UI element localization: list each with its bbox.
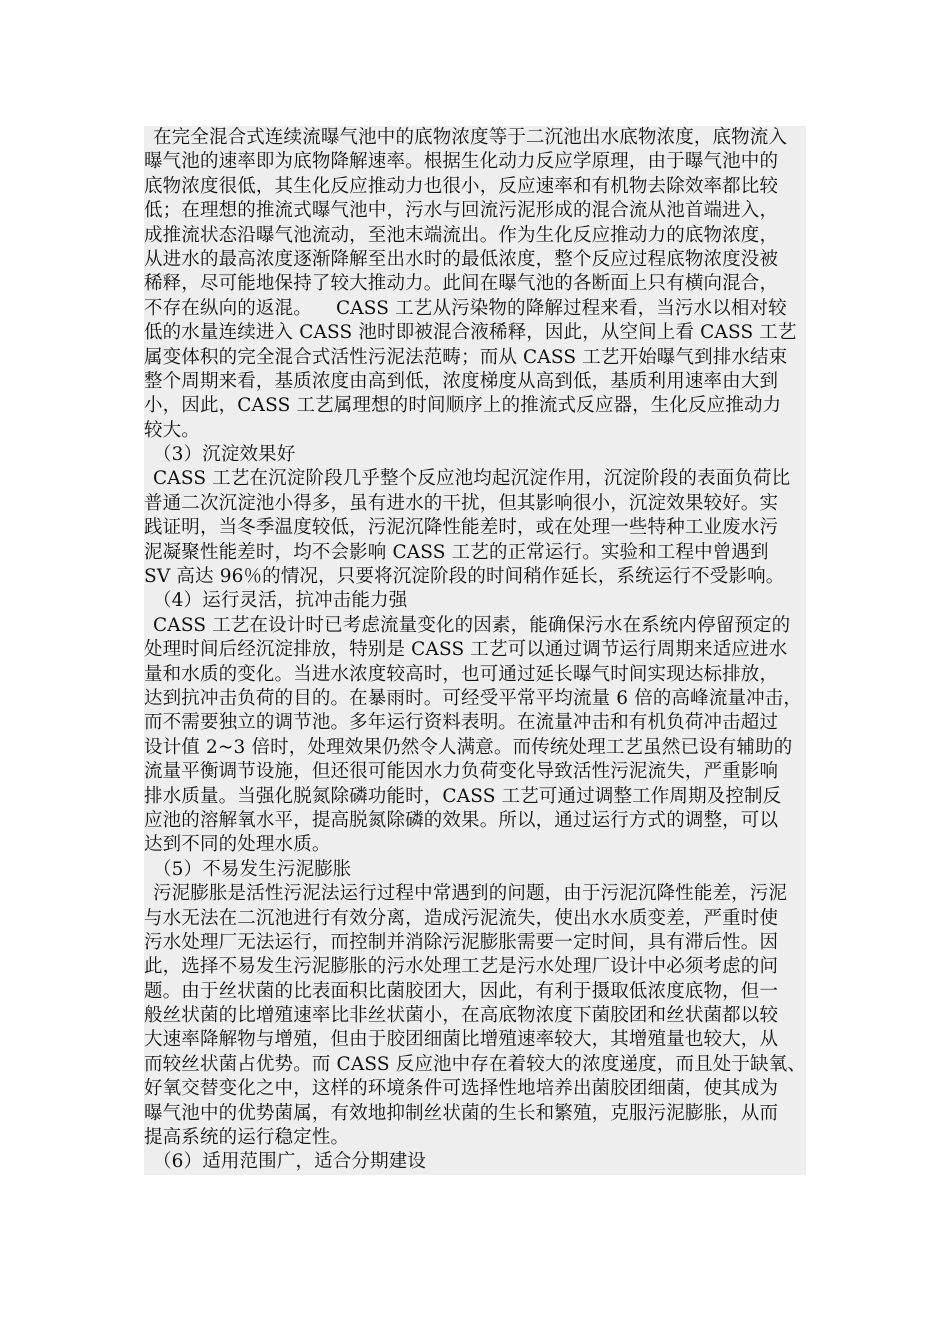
section-heading xyxy=(144,589,806,613)
paragraph-line: 与水无法在二沉池进行有效分离，造成污泥流失，使出水水质变差，严重时使 xyxy=(144,907,779,929)
paragraph-line: 成推流状态沿曝气池流动，至池末端流出。作为生化反应推动力的底物浓度， xyxy=(144,224,779,246)
paragraph-line: 此，选择不易发生污泥膨胀的污水处理工艺是污水处理厂设计中必须考虑的问 xyxy=(144,956,779,978)
paragraph-line: 而较丝状菌占优势。而 CASS 反应池中存在着较大的浓度递度，而且处于缺氧、 xyxy=(144,1053,806,1075)
paragraph-line: 达到抗冲击负荷的目的。在暴雨时。可经受平常平均流量 6 倍的高峰流量冲击， xyxy=(144,687,803,709)
paragraph xyxy=(144,882,806,1150)
paragraph-line: CASS 工艺在沉淀阶段几乎整个反应池均起沉淀作用，沉淀阶段的表面负荷比 xyxy=(153,468,791,490)
paragraph-line: 污泥膨胀是活性污泥法运行过程中常遇到的问题，由于污泥沉降性能差，污泥 xyxy=(153,883,788,905)
paragraph-line: 普通二次沉淀池小得多，虽有进水的干扰，但其影响很小，沉淀效果较好。实 xyxy=(144,492,779,514)
paragraph-line: 整个周期来看，基质浓度由高到低，浓度梯度从高到低，基质利用速率由大到 xyxy=(144,370,779,392)
paragraph-line: 泥凝聚性能差时，均不会影响 CASS 工艺的正常运行。实验和工程中曾遇到 xyxy=(144,541,769,563)
paragraph-line: 处理时间后经沉淀排放，特别是 CASS 工艺可以通过调节运行周期来适应进水 xyxy=(144,639,788,661)
paragraph-line: 属变体积的完全混合式活性污泥法范畴；而从 CASS 工艺开始曝气到排水结束 xyxy=(144,346,788,368)
paragraph-line: 而不需要独立的调节池。多年运行资料表明。在流量冲击和有机负荷冲击超过 xyxy=(144,712,779,734)
paragraph xyxy=(144,126,806,443)
section-heading xyxy=(144,1150,806,1174)
paragraph-line: 曝气池中的优势菌属，有效地抑制丝状菌的生长和繁殖，克服污泥膨胀，从而 xyxy=(144,1102,779,1124)
paragraph-line: 般丝状菌的比增殖速率比非丝状菌小，在高底物浓度下菌胶团和丝状菌都以较 xyxy=(144,1005,779,1027)
paragraph-line: 底物浓度很低，其生化反应推动力也很小，反应速率和有机物去除效率都比较 xyxy=(144,175,779,197)
paragraph xyxy=(144,467,806,589)
paragraph-line: 排水质量。当强化脱氮除磷功能时，CASS 工艺可通过调整工作周期及控制反 xyxy=(144,785,782,807)
paragraph-line: 曝气池的速率即为底物降解速率。根据生化动力反应学原理，由于曝气池中的 xyxy=(144,151,779,173)
section-heading xyxy=(144,858,806,882)
paragraph-line: 量和水质的变化。当进水浓度较高时，也可通过延长曝气时间实现达标排放， xyxy=(144,663,779,685)
paragraph xyxy=(144,614,806,858)
section-heading xyxy=(144,443,806,467)
paragraph-line: 从进水的最高浓度逐渐降解至出水时的最低浓度，整个反应过程底物浓度没被 xyxy=(144,248,779,270)
paragraph-line: 应池的溶解氧水平，提高脱氮除磷的效果。所以，通过运行方式的调整，可以 xyxy=(144,809,779,831)
paragraph-line: 较大。 xyxy=(144,419,200,441)
paragraph-line: 污水处理厂无法运行，而控制并消除污泥膨胀需要一定时间，具有滞后性。因 xyxy=(144,931,779,953)
paragraph-line: 提高系统的运行稳定性。 xyxy=(144,1127,350,1149)
paragraph-line: 达到不同的处理水质。 xyxy=(144,834,331,856)
paragraph-line: 在完全混合式连续流曝气池中的底物浓度等于二沉池出水底物浓度，底物流入 xyxy=(153,127,788,148)
paragraph-line: SV 高达 96％的情况，只要将沉淀阶段的时间稍作延长，系统运行不受影响。 xyxy=(144,566,785,588)
paragraph-line: 践证明，当冬季温度较低，污泥沉降性能差时，或在处理一些特种工业废水污 xyxy=(144,517,779,539)
paragraph-line: 低的水量连续进入 CASS 池时即被混合液稀释，因此，从空间上看 CASS 工艺 xyxy=(144,322,797,344)
heading-text: （3）沉淀效果好 xyxy=(153,444,296,466)
paragraph-line: 稀释，尽可能地保持了较大推动力。此间在曝气池的各断面上只有横向混合， xyxy=(144,273,779,295)
document-body xyxy=(144,126,806,1175)
paragraph-line: 大速率降解物与增殖，但由于胶团细菌比增殖速率较大，其增殖量也较大，从 xyxy=(144,1029,779,1051)
paragraph-line: 题。由于丝状菌的比表面积比菌胶团大，因此，有利于摄取低浓度底物，但一 xyxy=(144,980,779,1002)
heading-text: （4）运行灵活，抗冲击能力强 xyxy=(153,590,408,612)
paragraph-line: 小，因此，CASS 工艺属理想的时间顺序上的推流式反应器，生化反应推动力 xyxy=(144,395,782,417)
paragraph-line: 流量平衡调节设施，但还很可能因水力负荷变化导致活性污泥流失，严重影响 xyxy=(144,761,779,783)
paragraph-line: 低；在理想的推流式曝气池中，污水与回流污泥形成的混合流从池首端进入， xyxy=(144,200,779,222)
paragraph-line: 不存在纵向的返混。 CASS 工艺从污染物的降解过程来看，当污水以相对较 xyxy=(144,297,787,319)
heading-text: （6）适用范围广，适合分期建设 xyxy=(153,1151,427,1173)
heading-text: （5）不易发生污泥膨胀 xyxy=(153,858,352,880)
paragraph-line: 好氧交替变化之中，这样的环境条件可选择性地培养出菌胶团细菌，使其成为 xyxy=(144,1078,779,1100)
paragraph-line: 设计值 2~3 倍时，处理效果仍然令人满意。而传统处理工艺虽然已设有辅助的 xyxy=(144,736,793,758)
paragraph-line: CASS 工艺在设计时已考虑流量变化的因素，能确保污水在系统内停留预定的 xyxy=(153,614,791,636)
